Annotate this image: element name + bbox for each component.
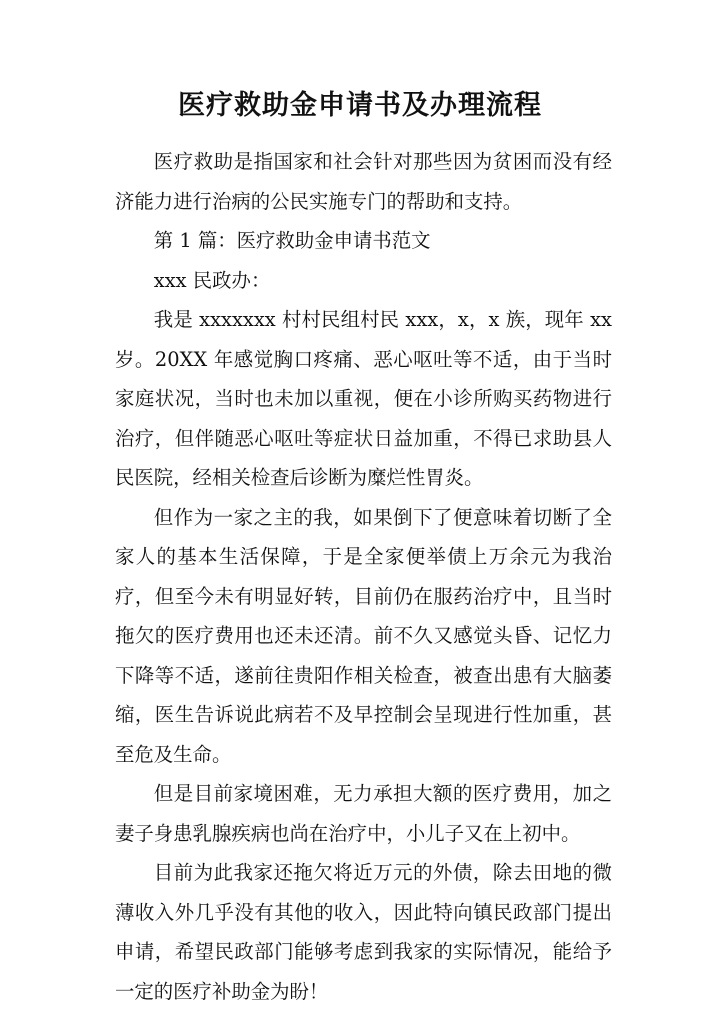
body-paragraph: 目前为此我家还拖欠将近万元的外债，除去田地的微薄收入外几乎没有其他的收入，因此特向镇民政部门提出申请，希望民政部门能够考虑到我家的实际情况，能给予一定的医疗补助金为盼！ bbox=[115, 861, 612, 1003]
salutation: xxx 民政办： bbox=[153, 268, 271, 292]
intro-paragraph: 医疗救助是指国家和社会针对那些因为贫困而没有经济能力进行治病的公民实施专门的帮助和支持。 bbox=[115, 150, 612, 213]
body-paragraph: 但作为一家之主的我，如果倒下了便意味着切断了全家人的基本生活保障，于是全家便举债上万余元为我治疗，但至今未有明显好转，目前仍在服药治疗中，且当时拖欠的医疗费用也还未还清。前不久又感觉头昏、记忆力下降等不适，遂前往贵阳作相关检查，被查出患有大脑萎缩，医生告诉说此病若不及早控制会呈现进行性加重，甚至危及生命。 bbox=[115, 505, 612, 766]
body-paragraph: 我是 xxxxxxx 村村民组村民 xxx，x，x 族，现年 xx 岁。20XX 年感觉胸口疼痛、恶心呕吐等不适，由于当时家庭状况，当时也未加以重视，便在小诊所购买药物进行治疗，但伴随恶心呕吐等症状日益加重，不得已求助县人民医院，经相关检查后诊断为糜烂性胃炎。 bbox=[115, 308, 612, 489]
document-body bbox=[115, 142, 612, 1011]
document-title: 医疗救助金申请书及办理流程 bbox=[178, 90, 542, 121]
body-paragraph: 但是目前家境困难，无力承担大额的医疗费用，加之妻子身患乳腺疾病也尚在治疗中，小儿子又在上初中。 bbox=[115, 782, 612, 845]
section-heading: 第 1 篇：医疗救助金申请书范文 bbox=[153, 229, 431, 252]
